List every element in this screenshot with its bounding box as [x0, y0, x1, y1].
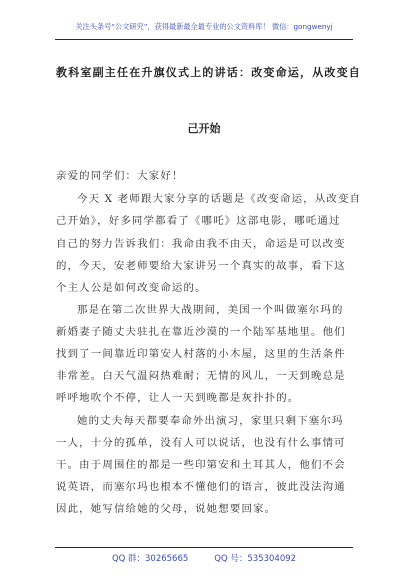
footer-qq-group: QQ 群：30265665	[111, 554, 189, 564]
header-banner: 关注头条号“公文研究”，获得最新最全最专业的公文资料库！ 微信：gongwenyj	[75, 22, 333, 31]
salutation: 亲爱的同学们：大家好！	[56, 170, 184, 182]
paragraph-line: 一人，十分的孤单，没有人可以说话，也没有什么事情可	[56, 437, 346, 449]
paragraph-line: 非常差。白天气温闷热难耐；无情的风儿，一天到晚总是	[56, 370, 346, 382]
paragraph-line: 呼呼地吹个不停，让人一天到晚都是灰扑扑的。	[56, 392, 300, 404]
paragraph-line: 今天 X 老师跟大家分享的话题是《改变命运，从改变自	[77, 193, 362, 205]
paragraph-line: 的，今天，安老师要给大家讲另一个真实的故事，看下这	[56, 260, 346, 272]
paragraph-line: 因此，她写信给她的父母，说她想要回家。	[56, 503, 277, 515]
footer-contact	[0, 552, 408, 564]
document-title-line-1: 教科室副主任在升旗仪式上的讲话：改变命运，从改变自	[56, 66, 361, 79]
document-title-line-2: 己开始	[187, 122, 221, 135]
paragraph-line: 己开始》，好多同学都看了《哪吒》这部电影，哪吒通过	[56, 215, 341, 227]
footer-divider	[55, 547, 353, 548]
paragraph-line: 那是在第二次世界大战期间，美国一个叫做塞尔玛的	[77, 304, 344, 316]
header-divider	[55, 39, 353, 40]
paragraph-line: 新婚妻子随丈夫驻扎在靠近沙漠的一个陆军基地里。他们	[56, 326, 346, 338]
paragraph-line: 个主人公是如何改变命运的。	[56, 282, 207, 294]
paragraph-line: 说英语，而塞尔玛也根本不懂他们的语言，彼此没法沟通	[56, 481, 346, 493]
paragraph-line: 自己的努力告诉我们：我命由我不由天，命运是可以改变	[56, 238, 346, 250]
paragraph-line: 她的丈夫每天都要奉命外出演习，家里只剩下塞尔玛	[77, 415, 344, 427]
footer-qq-number: QQ 号：535304092	[214, 554, 297, 564]
paragraph-line: 找到了一间靠近印第安人村落的小木屋，这里的生活条件	[56, 348, 346, 360]
paragraph-line: 干。由于周围住的都是一些印第安和土耳其人，他们不会	[56, 459, 346, 471]
